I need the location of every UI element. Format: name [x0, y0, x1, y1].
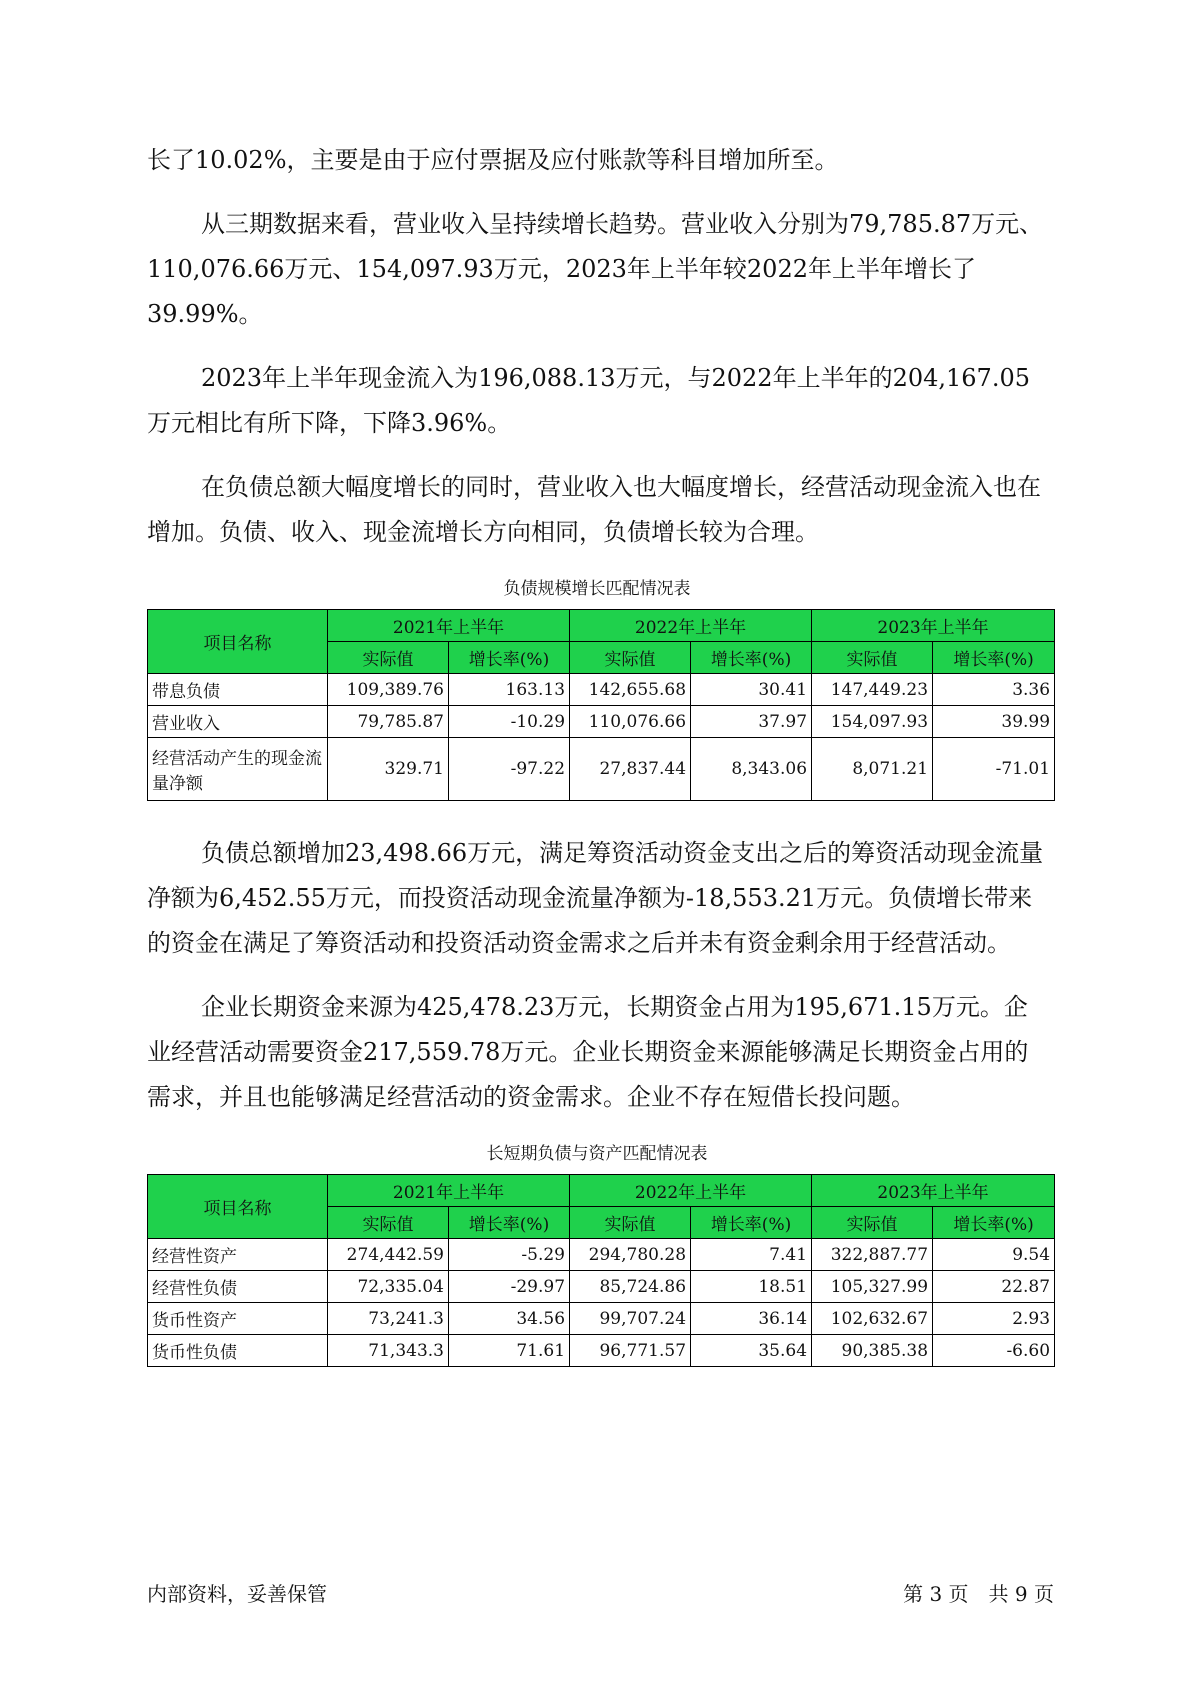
table-row	[148, 1303, 1055, 1335]
cell: 90,385.38	[812, 1335, 933, 1367]
table-row	[148, 706, 1055, 738]
cell: 3.36	[933, 674, 1055, 706]
cell: 85,724.86	[570, 1271, 691, 1303]
header-actual: 实际值	[812, 642, 933, 674]
paragraph: 在负债总额大幅度增长的同时，营业收入也大幅度增长，经营活动现金流入也在增加。负债、收入、现金流增长方向相同，负债增长较为合理。	[147, 473, 1041, 546]
paragraph: 企业长期资金来源为425,478.23万元，长期资金占用为195,671.15万元。企业经营活动需要资金217,559.78万元。企业长期资金来源能够满足长期资金占用的需求，并且也能够满足经营活动的资金需求。企业不存在短借长投问题。	[147, 993, 1029, 1111]
cell: 35.64	[691, 1335, 812, 1367]
cell: 322,887.77	[812, 1239, 933, 1271]
row-name: 经营性资产	[148, 1239, 328, 1271]
header-period: 2021年上半年	[328, 1175, 570, 1207]
header-growth: 增长率(%)	[691, 1207, 812, 1239]
table-row	[148, 1239, 1055, 1271]
cell: 110,076.66	[570, 706, 691, 738]
page-footer	[147, 1578, 1054, 1607]
table-caption: 长短期负债与资产匹配情况表	[486, 1144, 708, 1164]
cell: -5.29	[449, 1239, 570, 1271]
header-actual: 实际值	[570, 1207, 691, 1239]
cell: 8,071.21	[812, 738, 933, 801]
table-caption: 负债规模增长匹配情况表	[503, 579, 691, 599]
cell: 72,335.04	[328, 1271, 449, 1303]
cell: 274,442.59	[328, 1239, 449, 1271]
header-period: 2023年上半年	[812, 1175, 1055, 1207]
header-period: 2023年上半年	[812, 610, 1055, 642]
cell: 7.41	[691, 1239, 812, 1271]
row-name: 货币性负债	[148, 1335, 328, 1367]
cell: 105,327.99	[812, 1271, 933, 1303]
document-body	[147, 138, 1051, 1367]
cell: 96,771.57	[570, 1335, 691, 1367]
cell: -97.22	[449, 738, 570, 801]
header-growth: 增长率(%)	[449, 1207, 570, 1239]
cell: -29.97	[449, 1271, 570, 1303]
cell: 147,449.23	[812, 674, 933, 706]
cell: -6.60	[933, 1335, 1055, 1367]
cell: 71.61	[449, 1335, 570, 1367]
header-actual: 实际值	[812, 1207, 933, 1239]
table-row	[148, 1271, 1055, 1303]
cell: 154,097.93	[812, 706, 933, 738]
cell: 18.51	[691, 1271, 812, 1303]
table-row	[148, 738, 1055, 801]
cell: 73,241.3	[328, 1303, 449, 1335]
header-growth: 增长率(%)	[933, 1207, 1055, 1239]
row-name: 营业收入	[148, 706, 328, 738]
cell: -71.01	[933, 738, 1055, 801]
cell: 34.56	[449, 1303, 570, 1335]
header-actual: 实际值	[328, 642, 449, 674]
header-item-name: 项目名称	[148, 1175, 328, 1239]
table-row	[148, 674, 1055, 706]
row-name: 经营活动产生的现金流量净额	[148, 738, 328, 801]
paragraph: 2023年上半年现金流入为196,088.13万元，与2022年上半年的204,167.05万元相比有所下降，下降3.96%。	[147, 364, 1030, 437]
header-actual: 实际值	[570, 642, 691, 674]
cell: 36.14	[691, 1303, 812, 1335]
cell: 30.41	[691, 674, 812, 706]
cell: 37.97	[691, 706, 812, 738]
cell: 27,837.44	[570, 738, 691, 801]
header-actual: 实际值	[328, 1207, 449, 1239]
cell: 163.13	[449, 674, 570, 706]
header-period: 2022年上半年	[570, 610, 812, 642]
cell: 109,389.76	[328, 674, 449, 706]
cell: 8,343.06	[691, 738, 812, 801]
cell: 142,655.68	[570, 674, 691, 706]
cell: 71,343.3	[328, 1335, 449, 1367]
debt-growth-table	[147, 609, 1055, 801]
row-name: 货币性资产	[148, 1303, 328, 1335]
page-number: 第 3 页 共 9 页	[903, 1582, 1054, 1606]
paragraph: 长了10.02%，主要是由于应付票据及应付账款等科目增加所至。	[147, 146, 839, 174]
asset-liability-match-table	[147, 1174, 1055, 1367]
header-growth: 增长率(%)	[933, 642, 1055, 674]
cell: 9.54	[933, 1239, 1055, 1271]
cell: 99,707.24	[570, 1303, 691, 1335]
header-period: 2021年上半年	[328, 610, 570, 642]
header-period: 2022年上半年	[570, 1175, 812, 1207]
cell: 329.71	[328, 738, 449, 801]
cell: 102,632.67	[812, 1303, 933, 1335]
header-item-name: 项目名称	[148, 610, 328, 674]
cell: 39.99	[933, 706, 1055, 738]
cell: 294,780.28	[570, 1239, 691, 1271]
header-growth: 增长率(%)	[691, 642, 812, 674]
cell: 2.93	[933, 1303, 1055, 1335]
header-growth: 增长率(%)	[449, 642, 570, 674]
row-name: 带息负债	[148, 674, 328, 706]
cell: -10.29	[449, 706, 570, 738]
footer-confidential-note: 内部资料，妥善保管	[147, 1582, 327, 1606]
cell: 79,785.87	[328, 706, 449, 738]
cell: 22.87	[933, 1271, 1055, 1303]
paragraph: 从三期数据来看，营业收入呈持续增长趋势。营业收入分别为79,785.87万元、110,076.66万元、154,097.93万元，2023年上半年较2022年上半年增长了39.99%。	[147, 210, 1044, 328]
paragraph: 负债总额增加23,498.66万元，满足筹资活动资金支出之后的筹资活动现金流量净额为6,452.55万元，而投资活动现金流量净额为-18,553.21万元。负债增长带来的资金在满足了筹资活动和投资活动资金需求之后并未有资金剩余用于经营活动。	[147, 839, 1044, 957]
row-name: 经营性负债	[148, 1271, 328, 1303]
table-row	[148, 1335, 1055, 1367]
